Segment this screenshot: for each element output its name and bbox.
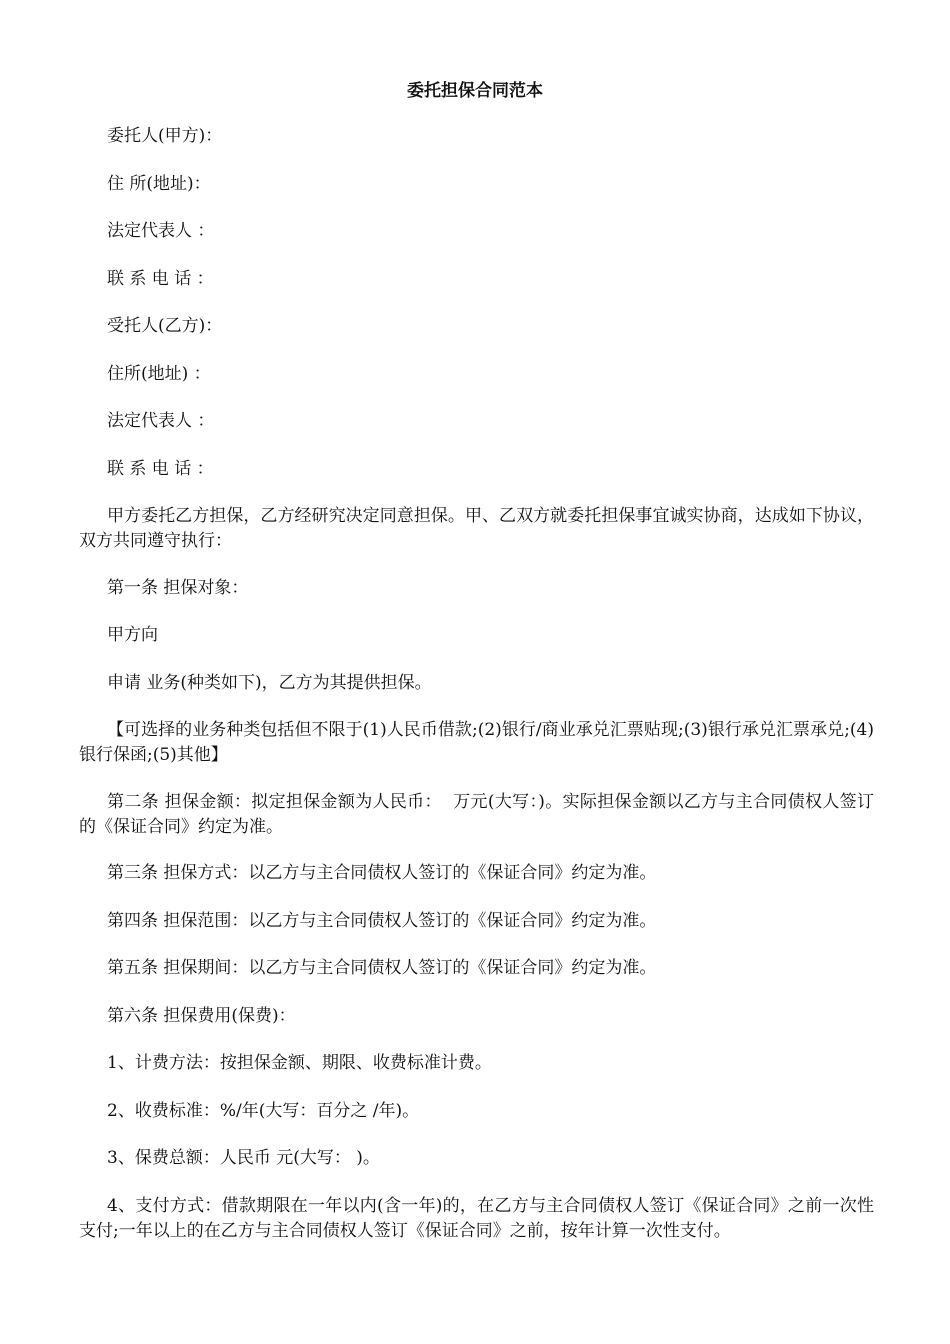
paragraph-principal-representative: 法定代表人 ： (107, 221, 215, 241)
paragraph-fee-standard: 2、收费标准：%/年(大写：百分之 /年)。 (107, 1101, 420, 1121)
paragraph-preamble: 甲方委托乙方担保，乙方经研究决定同意担保。甲、乙双方就委托担保事宜诚实协商，达成如下协议，双方共同遵守执行： (79, 506, 874, 551)
paragraph-article-1: 第一条 担保对象： (107, 578, 249, 598)
paragraph-article-4: 第四条 担保范围：以乙方与主合同债权人签订的《保证合同》约定为准。 (107, 911, 657, 931)
paragraph-article-3: 第三条 担保方式：以乙方与主合同债权人签订的《保证合同》约定为准。 (107, 863, 657, 883)
paragraph-principal-address: 住 所(地址)： (107, 174, 211, 194)
paragraph-article-5: 第五条 担保期间：以乙方与主合同债权人签订的《保证合同》约定为准。 (107, 958, 657, 978)
document-title: 委托担保合同范本 (407, 81, 543, 101)
paragraph-principal: 委托人(甲方)： (107, 126, 223, 146)
paragraph-fee-total: 3、保费总额：人民币 元(大写： )。 (107, 1148, 380, 1168)
paragraph-payment-method: 4、支付方式：借款期限在一年以内(含一年)的，在乙方与主合同债权人签订《保证合同》之前一次性支付;一年以上的在乙方与主合同债权人签订《保证合同》之前，按年计算一次性支付。 (79, 1196, 874, 1241)
paragraph-article-6: 第六条 担保费用(保费)： (107, 1006, 296, 1026)
paragraph-trustee-address: 住所(地址) ： (107, 364, 211, 384)
paragraph-principal-phone: 联 系 电 话 ： (107, 269, 214, 289)
paragraph-trustee: 受托人(乙方)： (107, 316, 223, 336)
paragraph-article-2: 第二条 担保金额：拟定担保金额为人民币： 万元(大写：)。实际担保金额以乙方与主合同债权人签订的《保证合同》约定为准。 (79, 792, 874, 837)
paragraph-trustee-representative: 法定代表人 ： (107, 411, 215, 431)
paragraph-trustee-phone: 联 系 电 话 ： (107, 459, 214, 479)
paragraph-article-1-business: 申请 业务(种类如下)，乙方为其提供担保。 (107, 673, 432, 693)
paragraph-fee-method: 1、计费方法：按担保金额、期限、收费标准计费。 (107, 1053, 492, 1073)
paragraph-article-1-party: 甲方向 (107, 625, 158, 645)
paragraph-business-types: 【可选择的业务种类包括但不限于(1)人民币借款;(2)银行/商业承兑汇票贴现;(3)银行承兑汇票承兑;(4)银行保函;(5)其他】 (79, 720, 874, 765)
